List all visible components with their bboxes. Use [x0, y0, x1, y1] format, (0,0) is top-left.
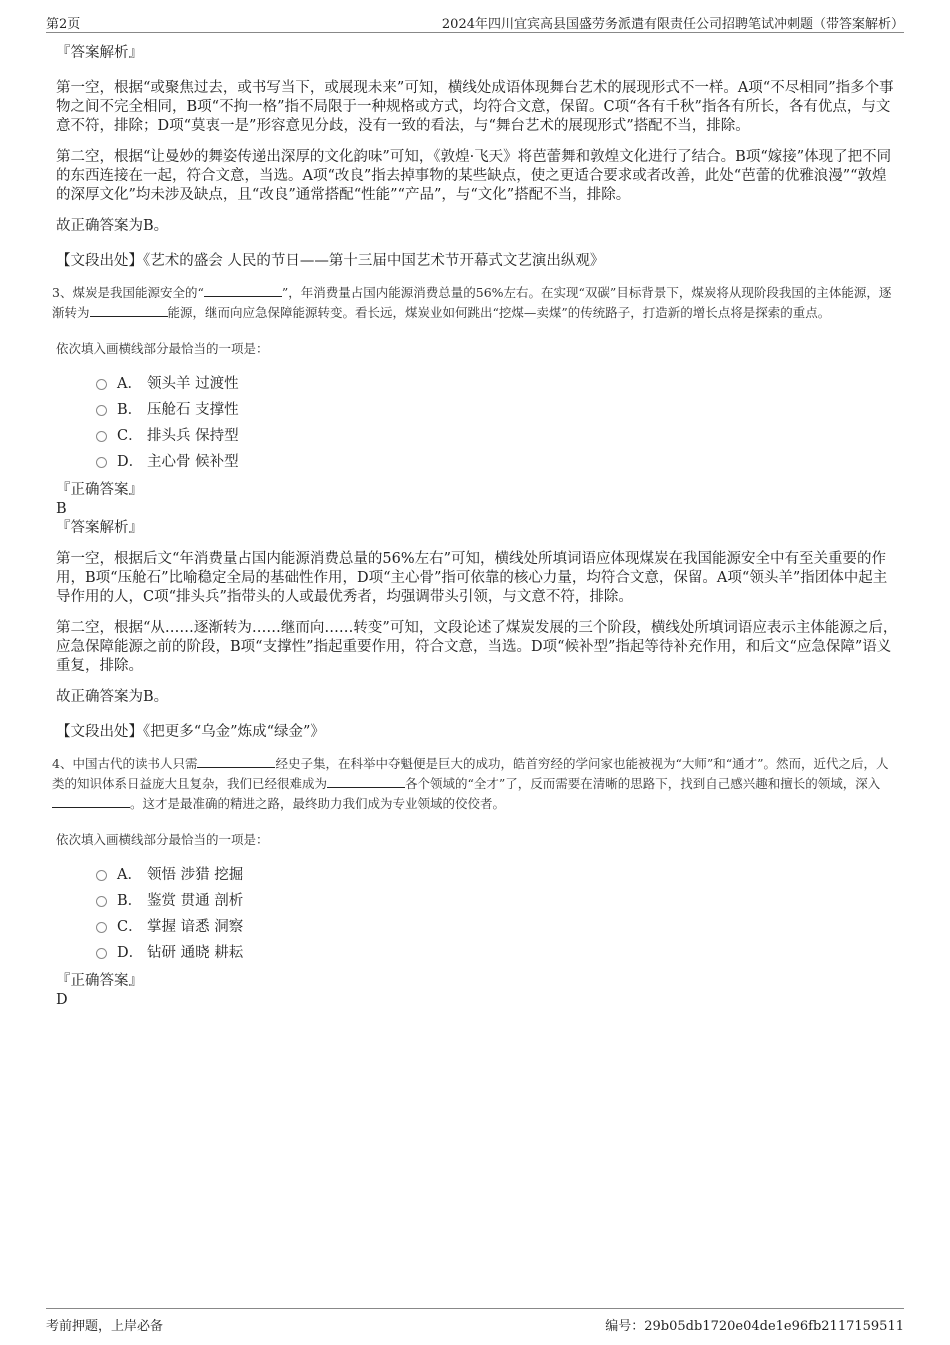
q3-option-a[interactable]: A． 领头羊 过渡性: [96, 371, 898, 397]
q3-option-d[interactable]: D． 主心骨 候补型: [96, 449, 898, 475]
q4-option-a[interactable]: A． 领悟 涉猎 挖掘: [96, 862, 898, 888]
q2-source: 【文段出处】《艺术的盛会 人民的节日——第十三届中国艺术节开幕式文艺演出纵观》: [56, 253, 605, 269]
radio-icon[interactable]: [96, 896, 107, 907]
radio-icon[interactable]: [96, 431, 107, 442]
q4-stem: 4、中国古代的读书人只需 经史子集，在科举中夺魁便是巨大的成功，皓首穷经的学问家也能被视为“大师”和“通才”。然而，近代之后，人类的知识体系日益庞大且复杂，我们已经很难成为 各个领域的“全才”了，反而需要在清晰的思路下，找到自己感兴趣和擅长的领域，深入。这才是最准确的精进之路，最终助力我们成为专业领域的佼佼者。: [52, 756, 889, 811]
q2-analysis-title: 『答案解析』: [56, 45, 143, 61]
q4-correct-title: 『正确答案』: [56, 973, 143, 989]
blank-line: [52, 795, 130, 808]
radio-icon[interactable]: [96, 379, 107, 390]
q3-correct-answer: B: [56, 501, 67, 517]
q3-option-b[interactable]: B． 压舱石 支撑性: [96, 397, 898, 423]
radio-icon[interactable]: [96, 457, 107, 468]
radio-icon[interactable]: [96, 870, 107, 881]
footer-slogan: 考前押题，上岸必备: [46, 1319, 164, 1334]
q2-analysis-p2: 第二空，根据“让曼妙的舞姿传递出深厚的文化韵味”可知，《敦煌·飞天》将芭蕾舞和敦煌文化进行了结合。B项“嫁接”体现了把不同的东西连接在一起，符合文意，当选。A项“改良”指去掉事物的某些缺点，使之更适合要求或者改善，此处“芭蕾的优雅浪漫”“敦煌的深厚文化”均未涉及缺点，且“改良”通常搭配“性能”“产品”，与“文化”搭配不当，排除。: [56, 149, 892, 203]
q2-analysis-p1: 第一空，根据“或聚焦过去，或书写当下，或展现未来”可知，横线处成语体现舞台艺术的展现形式不一样。A项“不尽相同”指多个事物之间不完全相同，B项“不拘一格”指不局限于一种规格或方式，均符合文意，保留。C项“各有千秋”指各有所长，各有优点，与文意不符，排除；D项“莫衷一是”形容意见分歧，没有一致的看法，与“舞台艺术的展现形式”搭配不当，排除。: [56, 80, 894, 134]
page-number: 第2页: [46, 17, 81, 32]
q4-options: [96, 862, 898, 966]
q2-conclusion: 故正确答案为B。: [56, 218, 169, 234]
q3-prompt: 依次填入画横线部分最恰当的一项是：: [56, 341, 269, 356]
main-content: [52, 44, 898, 1010]
q3-option-c[interactable]: C． 排头兵 保持型: [96, 423, 898, 449]
q4-prompt: 依次填入画横线部分最恰当的一项是：: [56, 832, 269, 847]
q3-analysis-title: 『答案解析』: [56, 520, 143, 536]
q3-correct-title: 『正确答案』: [56, 482, 143, 498]
q3-source: 【文段出处】《把更多“乌金”炼成“绿金”》: [56, 724, 325, 740]
q4-option-d[interactable]: D． 钻研 通晓 耕耘: [96, 940, 898, 966]
q3-stem: 3、煤炭是我国能源安全的“ ”，年消费量占国内能源消费总量的56%左右。在实现“双碳”目标背景下，煤炭将从现阶段我国的主体能源，逐渐转为 能源，继而向应急保障能源转变。看长远，煤炭业如何跳出“挖煤—卖煤”的传统路子，打造新的增长点将是探索的重点。: [52, 285, 892, 320]
q3-conclusion: 故正确答案为B。: [56, 689, 169, 705]
blank-line: [197, 755, 275, 768]
document-title: 2024年四川宜宾高县国盛劳务派遣有限责任公司招聘笔试冲刺题（带答案解析）: [441, 17, 904, 32]
blank-line: [90, 304, 168, 317]
footer-serial: 编号：29b05db1720e04de1e96fb2117159511: [605, 1319, 904, 1334]
radio-icon[interactable]: [96, 948, 107, 959]
q3-analysis-p1: 第一空，根据后文“年消费量占国内能源消费总量的56%左右”可知，横线处所填词语应体现煤炭在我国能源安全中有至关重要的作用，B项“压舱石”比喻稳定全局的基础性作用，D项“主心骨”指可依靠的核心力量，均符合文意，保留。A项“领头羊”指团体中起主导作用的人，C项“排头兵”指带头的人或最优秀者，均强调带头引领，与文意不符，排除。: [56, 551, 888, 605]
q3-options: [96, 371, 898, 475]
blank-line: [204, 284, 282, 297]
page-header: [46, 10, 904, 33]
radio-icon[interactable]: [96, 922, 107, 933]
q4-option-b[interactable]: B． 鉴赏 贯通 剖析: [96, 888, 898, 914]
q4-option-c[interactable]: C． 掌握 谙悉 洞察: [96, 914, 898, 940]
page-footer: [46, 1308, 904, 1334]
blank-line: [327, 775, 405, 788]
radio-icon[interactable]: [96, 405, 107, 416]
q3-analysis-p2: 第二空，根据“从……逐渐转为……继而向……转变”可知，文段论述了煤炭发展的三个阶段，横线处所填词语应表示主体能源之后，应急保障能源之前的阶段，B项“支撑性”指起重要作用，符合文意，当选。D项“候补型”指起等待补充作用，和后文“应急保障”语义重复，排除。: [56, 620, 898, 674]
q4-correct-answer: D: [56, 992, 68, 1008]
